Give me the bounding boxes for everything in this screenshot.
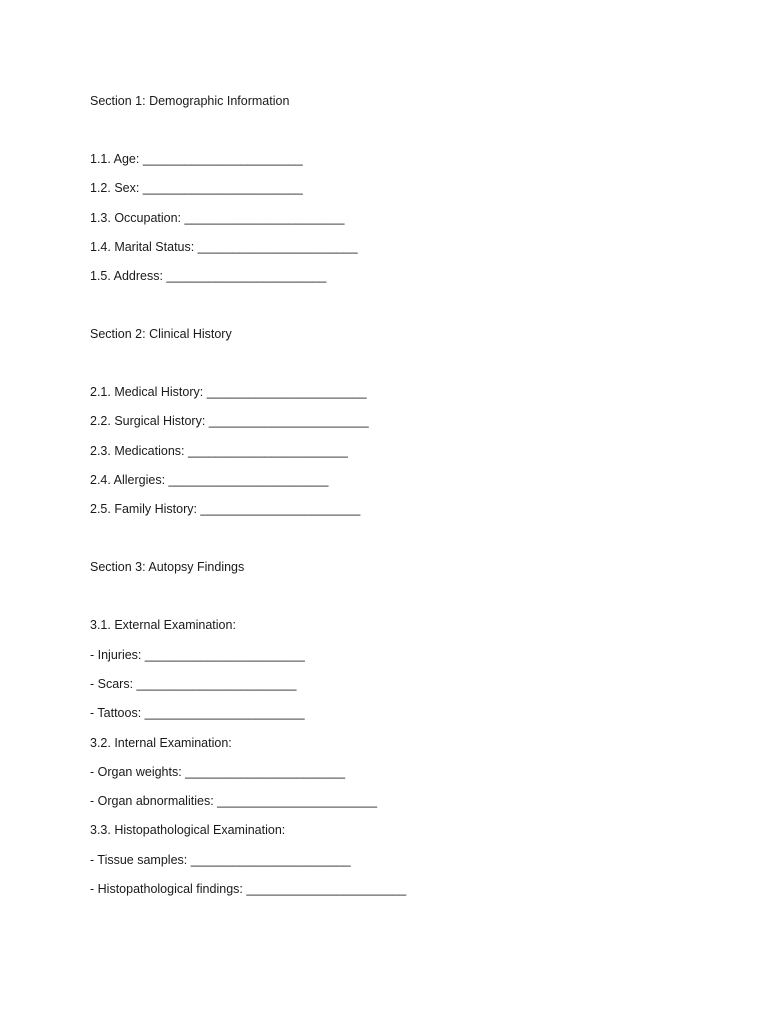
field-allergies[interactable]: 2.4. Allergies: _______________________ xyxy=(90,473,329,488)
field-scars[interactable]: - Scars: _______________________ xyxy=(90,676,297,691)
field-tissue-samples[interactable]: - Tissue samples: _______________________ xyxy=(90,852,351,867)
section-2-heading: Section 2: Clinical History xyxy=(90,327,232,342)
field-organ-abnormalities[interactable]: - Organ abnormalities: _______________________ xyxy=(90,794,378,809)
field-tattoos[interactable]: - Tattoos: _______________________ xyxy=(90,706,305,721)
field-sex[interactable]: 1.2. Sex: _______________________ xyxy=(90,181,303,196)
field-age[interactable]: 1.1. Age: _______________________ xyxy=(90,152,303,166)
subsection-external-examination: 3.1. External Examination: xyxy=(90,618,236,633)
section-1-heading: Section 1: Demographic Information xyxy=(90,94,290,108)
field-organ-weights[interactable]: - Organ weights: _______________________ xyxy=(90,764,346,779)
field-injuries[interactable]: - Injuries: _______________________ xyxy=(90,647,305,662)
subsection-histopathological-examination: 3.3. Histopathological Examination: xyxy=(90,823,286,838)
field-medications[interactable]: 2.3. Medications: _______________________ xyxy=(90,443,348,458)
field-occupation[interactable]: 1.3. Occupation: _______________________ xyxy=(90,210,345,225)
section-3-heading: Section 3: Autopsy Findings xyxy=(90,560,245,575)
form-body xyxy=(90,93,690,910)
field-medical-history[interactable]: 2.1. Medical History: _______________________ xyxy=(90,385,367,400)
field-surgical-history[interactable]: 2.2. Surgical History: _______________________ xyxy=(90,414,369,429)
subsection-internal-examination: 3.2. Internal Examination: xyxy=(90,735,232,750)
field-family-history[interactable]: 2.5. Family History: _______________________ xyxy=(90,502,361,517)
field-address[interactable]: 1.5. Address: _______________________ xyxy=(90,269,327,284)
field-histopathological-findings[interactable]: - Histopathological findings: _______________________ xyxy=(90,882,407,897)
field-marital-status[interactable]: 1.4. Marital Status: _______________________ xyxy=(90,239,358,254)
